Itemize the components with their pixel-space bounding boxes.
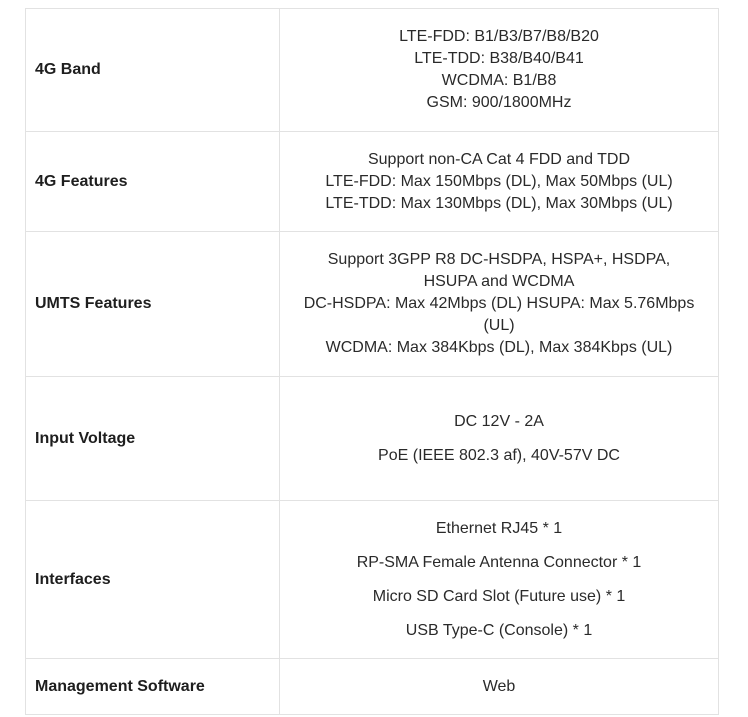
spec-value-line: Support 3GPP R8 DC-HSDPA, HSPA+, HSDPA,: [327, 251, 671, 268]
spec-value-line: PoE (IEEE 802.3 af), 40V-57V DC: [378, 446, 620, 464]
spec-table: [25, 8, 719, 715]
spec-label: UMTS Features: [26, 232, 280, 377]
spec-value: [280, 232, 719, 377]
spec-value-line: RP-SMA Female Antenna Connector * 1: [356, 553, 642, 571]
spec-row-management-software: [26, 659, 719, 715]
spec-row-4g-band: [26, 9, 719, 132]
spec-value-line: HSUPA and WCDMA: [423, 273, 575, 290]
spec-value-line: LTE-FDD: B1/B3/B7/B8/B20: [399, 28, 599, 45]
spec-row-interfaces: [26, 501, 719, 659]
spec-row-umts-features: [26, 232, 719, 377]
spec-label: 4G Band: [26, 9, 280, 132]
spec-label: 4G Features: [26, 132, 280, 232]
spec-value-line: WCDMA: Max 384Kbps (DL), Max 384Kbps (UL): [325, 339, 673, 356]
spec-value-line: GSM: 900/1800MHz: [426, 94, 572, 111]
spec-value-line: DC-HSDPA: Max 42Mbps (DL) HSUPA: Max 5.76Mbps: [303, 295, 695, 312]
spec-value: [280, 132, 719, 232]
spec-value-line: Ethernet RJ45 * 1: [435, 519, 563, 537]
spec-value-line: USB Type-C (Console) * 1: [405, 621, 593, 639]
spec-value-line: (UL): [483, 317, 515, 334]
spec-value: [280, 501, 719, 659]
spec-value-line: Support non-CA Cat 4 FDD and TDD: [367, 150, 631, 168]
spec-value-line: LTE-FDD: Max 150Mbps (DL), Max 50Mbps (UL): [325, 172, 673, 190]
spec-value-line: LTE-TDD: B38/B40/B41: [414, 50, 584, 67]
spec-value-line: Web: [482, 677, 516, 695]
spec-value-line: WCDMA: B1/B8: [441, 72, 557, 89]
spec-value-line: LTE-TDD: Max 130Mbps (DL), Max 30Mbps (UL): [325, 194, 673, 212]
spec-label: Management Software: [26, 659, 280, 715]
spec-value-line: DC 12V - 2A: [454, 412, 544, 430]
spec-row-input-voltage: [26, 377, 719, 501]
spec-label: Interfaces: [26, 501, 280, 659]
spec-label: Input Voltage: [26, 377, 280, 501]
spec-value: [280, 659, 719, 715]
spec-row-4g-features: [26, 132, 719, 232]
spec-value: [280, 9, 719, 132]
spec-value-line: Micro SD Card Slot (Future use) * 1: [372, 587, 626, 605]
spec-value: [280, 377, 719, 501]
